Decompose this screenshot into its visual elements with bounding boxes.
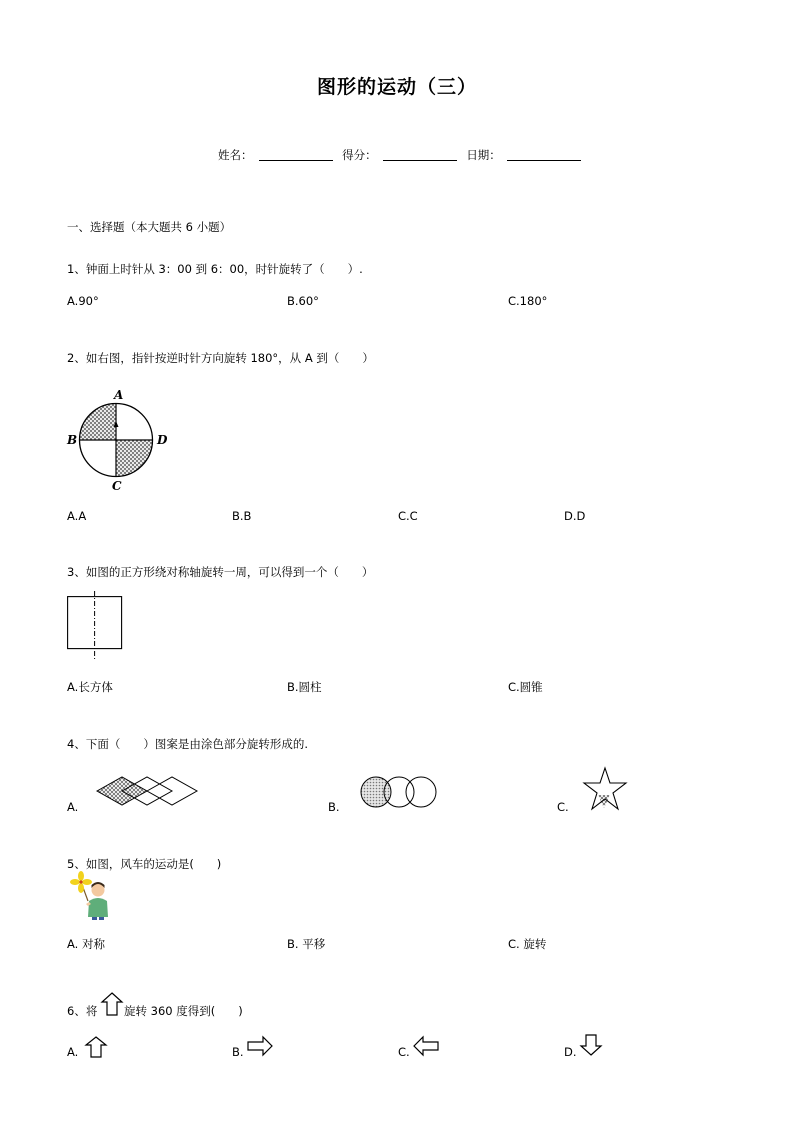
q3-option-c[interactable]: C.圆锥 xyxy=(508,680,543,694)
q2-label-b: B xyxy=(67,433,78,447)
section-heading: 一、选择题（本大题共 6 小题） xyxy=(67,220,232,234)
q6-option-d-down-arrow-icon xyxy=(580,1034,602,1056)
score-blank[interactable] xyxy=(383,148,457,161)
q3-option-b[interactable]: B.圆柱 xyxy=(287,680,322,694)
q2-option-b[interactable]: B.B xyxy=(232,509,252,523)
question-6-text-before: 6、将 xyxy=(67,1004,98,1018)
question-6-text-after: 旋转 360 度得到( ) xyxy=(124,1004,243,1018)
question-3-text: 3、如图的正方形绕对称轴旋转一周，可以得到一个（ ） xyxy=(67,565,374,579)
q2-label-c: C xyxy=(112,479,122,493)
question-5-text: 5、如图，风车的运动是( ) xyxy=(67,857,222,871)
q2-option-d[interactable]: D.D xyxy=(564,509,586,523)
q5-option-b[interactable]: B. 平移 xyxy=(287,937,326,951)
q4-rhombus-pattern xyxy=(96,776,200,806)
q2-label-d: D xyxy=(157,433,168,447)
q2-label-a: A xyxy=(114,388,124,402)
q6-option-c-left-arrow-icon xyxy=(413,1036,439,1056)
q6-option-a[interactable]: A. xyxy=(67,1045,79,1059)
q4-star-pattern xyxy=(582,766,628,812)
q3-square-figure xyxy=(67,591,123,663)
q6-option-a-up-arrow-icon xyxy=(85,1036,107,1058)
q6-option-b[interactable]: B. xyxy=(232,1045,244,1059)
q6-up-arrow-icon xyxy=(101,992,123,1016)
q3-option-a[interactable]: A.长方体 xyxy=(67,680,113,694)
date-blank[interactable] xyxy=(507,148,581,161)
question-4-text: 4、下面（ ）图案是由涂色部分旋转形成的. xyxy=(67,737,308,751)
name-blank[interactable] xyxy=(259,148,333,161)
date-label: 日期： xyxy=(466,148,501,162)
q4-circles-pattern xyxy=(360,775,438,809)
page-title: 图形的运动（三） xyxy=(316,76,477,98)
q4-option-a[interactable]: A. xyxy=(67,800,79,814)
q1-option-a[interactable]: A.90° xyxy=(67,294,99,308)
q5-option-c[interactable]: C. 旋转 xyxy=(508,937,547,951)
question-1-text: 1、钟面上时针从 3：00 到 6：00，时针旋转了（ ）. xyxy=(67,262,363,276)
q5-pinwheel-boy-illustration xyxy=(70,871,112,921)
q2-option-c[interactable]: C.C xyxy=(398,509,418,523)
q2-option-a[interactable]: A.A xyxy=(67,509,87,523)
q4-option-c[interactable]: C. xyxy=(557,800,569,814)
q4-option-b[interactable]: B. xyxy=(328,800,340,814)
q1-option-c[interactable]: C.180° xyxy=(508,294,548,308)
question-2-text: 2、如右图，指针按逆时针方向旋转 180°，从 A 到（ ） xyxy=(67,351,374,365)
info-line xyxy=(218,147,587,163)
score-label: 得分： xyxy=(342,148,377,162)
q2-circle-figure xyxy=(79,403,153,477)
q5-option-a[interactable]: A. 对称 xyxy=(67,937,105,951)
q1-option-b[interactable]: B.60° xyxy=(287,294,319,308)
q6-option-b-right-arrow-icon xyxy=(247,1036,273,1056)
name-label: 姓名： xyxy=(218,148,253,162)
q6-option-d[interactable]: D. xyxy=(564,1045,577,1059)
q6-option-c[interactable]: C. xyxy=(398,1045,410,1059)
